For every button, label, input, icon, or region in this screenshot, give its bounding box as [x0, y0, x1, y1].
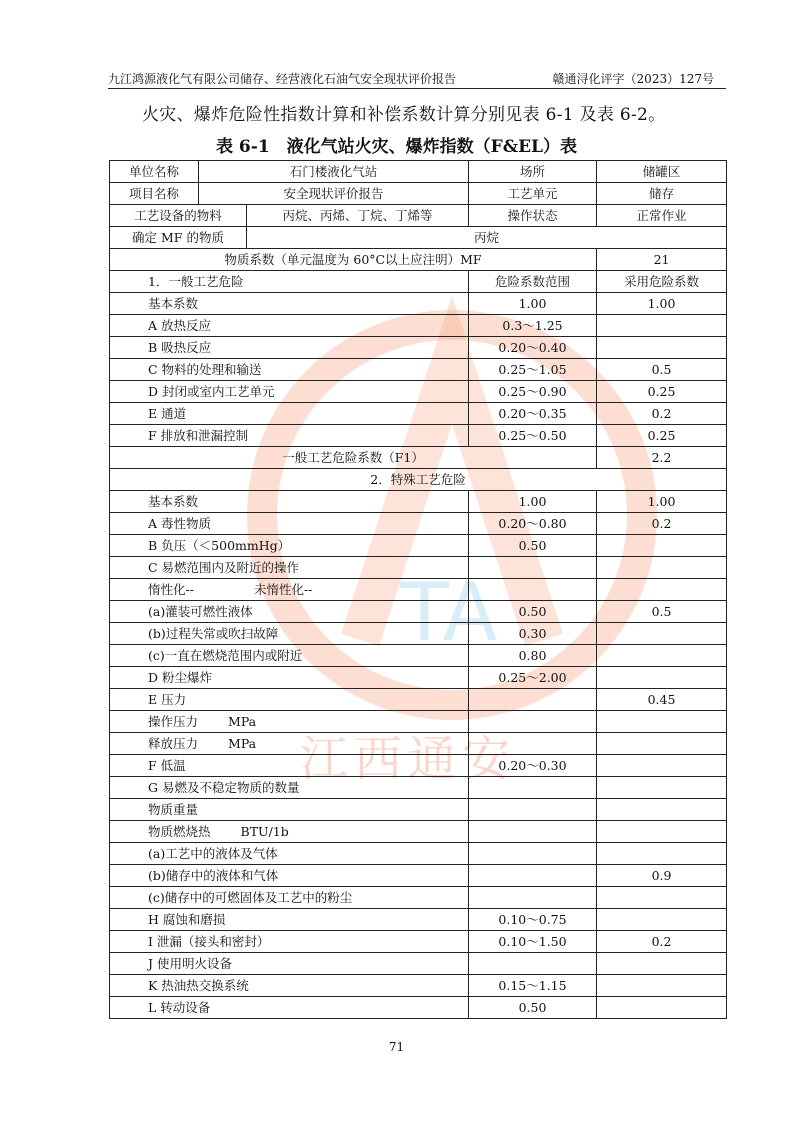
item-label-text: 物质重量 — [148, 801, 199, 817]
unit-mpa: MPa — [228, 735, 257, 751]
section2-rows — [110, 491, 727, 1019]
item-range — [469, 843, 597, 865]
item-range: 0.10～0.75 — [469, 909, 597, 931]
table-row — [110, 777, 727, 799]
table-row — [110, 997, 727, 1019]
table-row — [110, 381, 727, 403]
table-row — [110, 535, 727, 557]
item-label-text: K 热油热交换系统 — [148, 977, 249, 993]
table-row — [110, 799, 727, 821]
item-adopted: 0.2 — [597, 513, 727, 535]
item-label-text: (c)一直在燃烧范围内或附近 — [148, 647, 303, 663]
item-label-text: D 粉尘爆炸 — [148, 669, 212, 685]
table-row — [110, 513, 727, 535]
label-unit-name: 单位名称 — [110, 161, 199, 183]
col-adopted-header: 采用危险系数 — [597, 271, 727, 293]
item-label-text: (b)过程失常或吹扫故障 — [148, 625, 279, 641]
label-project: 项目名称 — [110, 183, 199, 205]
table-row — [110, 491, 727, 513]
item-label — [110, 975, 469, 997]
section1-total-row — [110, 447, 727, 469]
item-label — [110, 755, 469, 777]
label-mf-substance: 确定 MF 的物质 — [110, 227, 247, 249]
item-range: 0.50 — [469, 535, 597, 557]
item-adopted — [597, 755, 727, 777]
item-range: 0.15～1.15 — [469, 975, 597, 997]
item-adopted — [597, 645, 727, 667]
materials-value: 丙烷、丙烯、丁烷、丁烯等 — [247, 205, 469, 227]
item-label — [110, 711, 469, 733]
item-range: 0.30 — [469, 623, 597, 645]
item-adopted — [597, 975, 727, 997]
item-label — [110, 645, 469, 667]
item-label — [110, 623, 469, 645]
item-range — [469, 689, 597, 711]
item-range: 0.25～1.05 — [469, 359, 597, 381]
table-row — [110, 931, 727, 953]
table-row — [110, 975, 727, 997]
site-value: 储罐区 — [597, 161, 727, 183]
item-range: 0.25～0.90 — [469, 381, 597, 403]
unit-mpa: MPa — [228, 713, 257, 729]
item-range — [469, 799, 597, 821]
item-label-text: E 通道 — [148, 405, 187, 421]
table-caption: 表 6-1 液化气站火灾、爆炸指数（F&EL）表 — [216, 137, 577, 157]
item-label — [110, 535, 469, 557]
table-row — [110, 755, 727, 777]
item-range: 0.20～0.35 — [469, 403, 597, 425]
item-adopted — [597, 557, 727, 579]
table-row — [110, 205, 727, 227]
section2-head-row — [110, 469, 727, 491]
item-adopted: 1.00 — [597, 293, 727, 315]
table-row — [110, 821, 727, 843]
table-row — [110, 337, 727, 359]
item-adopted — [597, 711, 727, 733]
item-label — [110, 821, 469, 843]
item-label — [110, 843, 469, 865]
item-range: 0.10～1.50 — [469, 931, 597, 953]
table-row — [110, 623, 727, 645]
item-label — [110, 865, 469, 887]
table-row — [110, 711, 727, 733]
table-row — [110, 315, 727, 337]
table-row — [110, 601, 727, 623]
item-adopted — [597, 667, 727, 689]
table-row — [110, 403, 727, 425]
item-label-text: (a)灌装可燃性液体 — [148, 603, 253, 619]
item-label-text: C 易燃范围内及附近的操作 — [148, 559, 300, 575]
item-adopted: 0.25 — [597, 425, 727, 447]
svg-text:TA: TA — [400, 566, 498, 659]
table-row — [110, 865, 727, 887]
section1-head-row — [110, 271, 727, 293]
item-adopted — [597, 535, 727, 557]
table-row — [110, 887, 727, 909]
item-adopted — [597, 337, 727, 359]
table-row — [110, 843, 727, 865]
table-row — [110, 733, 727, 755]
col-range-header: 危险系数范围 — [469, 271, 597, 293]
item-adopted — [597, 821, 727, 843]
item-label — [110, 931, 469, 953]
item-label — [110, 513, 469, 535]
item-adopted — [597, 887, 727, 909]
item-label-text: B 吸热反应 — [148, 339, 212, 355]
item-range: 0.20～0.30 — [469, 755, 597, 777]
item-label-text: B 负压（＜500mmHg） — [148, 537, 291, 553]
table-row — [110, 359, 727, 381]
item-label-text: F 排放和泄漏控制 — [148, 427, 249, 443]
item-label-text: 物质燃烧热 — [148, 823, 211, 839]
item-adopted — [597, 953, 727, 975]
section1-rows — [110, 293, 727, 447]
item-range: 0.20～0.80 — [469, 513, 597, 535]
item-range: 0.25～2.00 — [469, 667, 597, 689]
item-label-text: 操作压力 — [148, 713, 199, 729]
item-label-text: (c)储存中的可燃固体及工艺中的粉尘 — [148, 889, 353, 905]
item-label — [110, 491, 469, 513]
item-label — [110, 667, 469, 689]
item-range: 0.3～1.25 — [469, 315, 597, 337]
item-adopted — [597, 315, 727, 337]
item-range — [469, 777, 597, 799]
item-adopted — [597, 843, 727, 865]
item-label — [110, 953, 469, 975]
table-row — [110, 183, 727, 205]
table-row — [110, 249, 727, 271]
page-number: 71 — [388, 1040, 405, 1054]
item-range — [469, 733, 597, 755]
item-label-text: 惰性化-- — [148, 581, 194, 597]
label-process-unit: 工艺单元 — [469, 183, 597, 205]
header-doc-number: 赣通浔化评字（2023）127号 — [552, 72, 714, 86]
label-materials: 工艺设备的物料 — [110, 205, 247, 227]
fei-table — [109, 160, 727, 1019]
table-row — [110, 645, 727, 667]
header-company: 九江鸿源液化气有限公司储存、经营液化石油气安全现状评价报告 — [108, 72, 457, 86]
table-row — [110, 227, 727, 249]
mf-substance-value: 丙烷 — [247, 227, 727, 249]
item-adopted: 0.25 — [597, 381, 727, 403]
item-label-text: D 封闭或室内工艺单元 — [148, 383, 275, 399]
item-label — [110, 733, 469, 755]
table-row — [110, 425, 727, 447]
item-label-text: G 易燃及不稳定物质的数量 — [148, 779, 300, 795]
item-label — [110, 579, 469, 601]
item-adopted — [597, 997, 727, 1019]
item-label-text: (b)储存中的液体和气体 — [148, 867, 279, 883]
item-adopted: 0.2 — [597, 403, 727, 425]
item-label — [110, 777, 469, 799]
label-operation-state: 操作状态 — [469, 205, 597, 227]
item-range — [469, 557, 597, 579]
table-row — [110, 557, 727, 579]
item-range: 1.00 — [469, 491, 597, 513]
section2-title: 2．特殊工艺危险 — [110, 469, 727, 491]
label-material-factor: 物质系数（单元温度为 60°C以上应注明）MF — [110, 249, 597, 271]
section1-title: 1．一般工艺危险 — [110, 271, 469, 293]
item-label-text: L 转动设备 — [148, 999, 211, 1015]
table-row — [110, 161, 727, 183]
item-label — [110, 337, 469, 359]
item-range — [469, 953, 597, 975]
table-row — [110, 667, 727, 689]
item-label — [110, 689, 469, 711]
unit-name-value: 石门楼液化气站 — [199, 161, 469, 183]
item-label — [110, 403, 469, 425]
item-label — [110, 601, 469, 623]
item-adopted: 0.9 — [597, 865, 727, 887]
item-label-text: E 压力 — [148, 691, 187, 707]
item-adopted — [597, 909, 727, 931]
item-range: 0.25～0.50 — [469, 425, 597, 447]
item-adopted: 0.2 — [597, 931, 727, 953]
intro-text: 火灾、爆炸危险性指数计算和补偿系数计算分别见表 6-1 及表 6-2。 — [142, 105, 666, 125]
inert-note: 未惰性化-- — [253, 581, 313, 597]
material-factor-value: 21 — [597, 249, 727, 271]
item-adopted — [597, 623, 727, 645]
item-label-text: C 物料的处理和输送 — [148, 361, 262, 377]
item-adopted: 1.00 — [597, 491, 727, 513]
table-row — [110, 909, 727, 931]
table-row — [110, 293, 727, 315]
label-site: 场所 — [469, 161, 597, 183]
item-adopted — [597, 777, 727, 799]
item-range: 0.20～0.40 — [469, 337, 597, 359]
item-label-text: A 放热反应 — [148, 317, 212, 333]
project-value: 安全现状评价报告 — [199, 183, 469, 205]
item-label — [110, 315, 469, 337]
unit-btu: BTU/1b — [240, 823, 289, 839]
item-label — [110, 293, 469, 315]
item-label-text: 释放压力 — [148, 735, 199, 751]
item-range — [469, 865, 597, 887]
item-label — [110, 909, 469, 931]
item-range — [469, 821, 597, 843]
item-range: 0.80 — [469, 645, 597, 667]
item-label-text: A 毒性物质 — [148, 515, 212, 531]
watermark-text: 江西通安 — [300, 731, 517, 787]
f1-value: 2.2 — [597, 447, 727, 469]
item-range — [469, 711, 597, 733]
item-range: 1.00 — [469, 293, 597, 315]
item-adopted — [597, 799, 727, 821]
item-label — [110, 799, 469, 821]
item-label-text: 基本系数 — [148, 295, 199, 311]
item-adopted: 0.5 — [597, 601, 727, 623]
operation-state-value: 正常作业 — [597, 205, 727, 227]
item-label — [110, 997, 469, 1019]
process-unit-value: 储存 — [597, 183, 727, 205]
table-row — [110, 689, 727, 711]
item-label-text: J 使用明火设备 — [148, 955, 232, 971]
item-label-text: (a)工艺中的液体及气体 — [148, 845, 278, 861]
item-label — [110, 425, 469, 447]
item-range — [469, 579, 597, 601]
item-adopted: 0.45 — [597, 689, 727, 711]
item-label-text: I 泄漏（接头和密封） — [148, 933, 270, 949]
item-label — [110, 557, 469, 579]
table-row — [110, 953, 727, 975]
item-label — [110, 381, 469, 403]
item-label — [110, 887, 469, 909]
item-adopted — [597, 733, 727, 755]
item-range — [469, 887, 597, 909]
item-label-text: H 腐蚀和磨损 — [148, 911, 226, 927]
f1-label: 一般工艺危险系数（F1） — [110, 447, 597, 469]
item-range: 0.50 — [469, 997, 597, 1019]
page-header — [108, 70, 726, 89]
item-label-text: 基本系数 — [148, 493, 199, 509]
table-row — [110, 579, 727, 601]
item-label-text: F 低温 — [148, 757, 186, 773]
item-label — [110, 359, 469, 381]
item-adopted: 0.5 — [597, 359, 727, 381]
item-range: 0.50 — [469, 601, 597, 623]
item-adopted — [597, 579, 727, 601]
